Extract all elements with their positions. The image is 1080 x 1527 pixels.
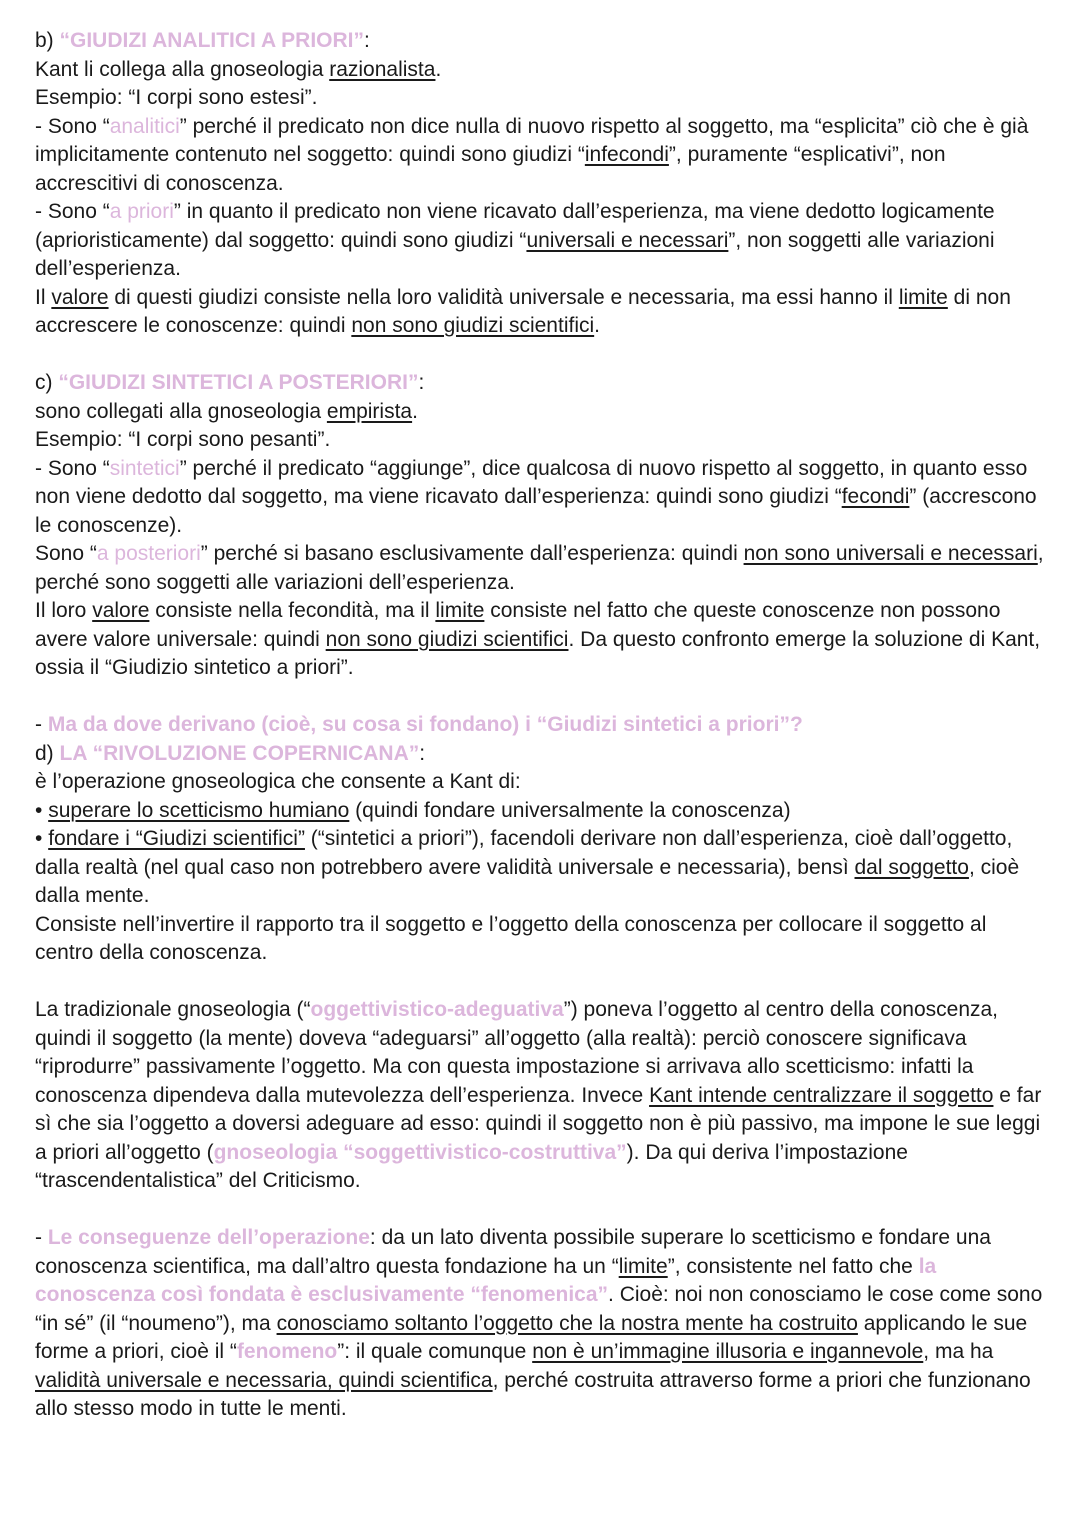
section-c-example: Esempio: “I corpi sono pesanti”. [35, 428, 331, 451]
gnoseology-paragraph: La tradizionale gnoseologia (“oggettivistico-adeguativa”) poneva l’oggetto al centro della conoscenza, quindi il soggetto (la mente) doveva “adeguarsi” all’oggetto (alla realtà): perciò conoscere significava “riprodurre” passivamente l’oggetto. Ma con questa impostazione si arrivava allo scetticismo: infatti la conoscenza dipendeva dalla mutevolezza dell’esperienza. Invece Kant intende centralizzare il soggetto e far sì che sia l’oggetto a doversi adeguare ad esso: quindi il soggetto non è più passivo, ma impone le sue leggi a priori all’oggetto (gnoseologia “soggettivistico-costruttiva”). Da qui deriva l’impostazione “trascendentalistica” del Criticismo. [35, 998, 1042, 1192]
bullet-item-2: • fondare i “Giudizi scientifici” (“sintetici a priori”), facendoli derivare non dall’esperienza, cioè dall’oggetto, dalla realtà (nel qual caso non potrebbero avere validità universale e necessaria), bensì dal soggetto, cioè dalla mente. [35, 827, 1020, 907]
consequences-paragraph: - Le conseguenze dell’operazione: da un lato diventa possibile superare lo scetticismo e fondare una conoscenza scientifica, ma dall’altro questa fondazione ha un “limite”, consistente nel fatto che la conoscenza così fondata è esclusivamente “fenomenica”. Cioè: noi non conosciamo le cose come sono “in sé” (il “noumeno”), ma conosciamo soltanto l’oggetto che la nostra mente ha costruito applicando le sue forme a priori, cioè il “fenomeno”: il quale comunque non è un’immagine illusoria e ingannevole, ma ha validità universale e necessaria, quindi scientifica, perché costruita attraverso forme a priori che funzionano allo stesso modo in tutte le menti. [35, 1226, 1043, 1420]
bullet-icon: • [35, 827, 49, 850]
section-b-para-1: - Sono “analitici” perché il predicato non dice nulla di nuovo rispetto al soggetto, ma “esplicita” ciò che è già implicitamente contenuto nel soggetto: quindi sono giudizi “infecondi”, puramente “esplicativi”, non accrescitivi di conoscenza. [35, 114, 1029, 195]
section-d-heading: d) LA “RIVOLUZIONE COPERNICANA”: [35, 741, 426, 765]
section-d-intro: è l’operazione gnoseologica che consente a Kant di: [35, 770, 521, 793]
spacer [35, 968, 1050, 997]
section-c-para-3: Il loro valore consiste nella fecondità, ma il limite consiste nel fatto che queste conoscenze non possono avere valore universale: quindi non sono giudizi scientifici. Da questo confronto emerge la soluzione di Kant, ossia il “Giudizio sintetico a priori”. [35, 599, 1041, 679]
section-d-title: LA “RIVOLUZIONE COPERNICANA” [59, 741, 420, 765]
section-c-title: “GIUDIZI SINTETICI A POSTERIORI” [58, 371, 419, 394]
spacer [35, 341, 1050, 370]
section-d [35, 711, 1050, 968]
section-b-para-3: Il valore di questi giudizi consiste nella loro validità universale e necessaria, ma essi hanno il limite di non accrescere le conoscenze: quindi non sono giudizi scientifici. [35, 285, 1011, 337]
section-c-heading: c) “GIUDIZI SINTETICI A POSTERIORI”: [35, 371, 425, 394]
section-c-para-2: Sono “a posteriori” perché si basano esclusivamente dall’esperienza: quindi non sono universali e necessari, perché sono soggetti alle variazioni dell’esperienza. [35, 542, 1044, 594]
spacer [35, 1196, 1050, 1225]
bullet-icon: • [35, 798, 49, 822]
section-gnoseology [35, 996, 1050, 1196]
section-b-title: “GIUDIZI ANALITICI A PRIORI” [59, 29, 365, 52]
spacer [35, 683, 1050, 712]
section-consequences [35, 1224, 1050, 1424]
section-b-para-2: - Sono “a priori” in quanto il predicato non viene ricavato dall’esperienza, ma viene dedotto logicamente (aprioristicamente) dal soggetto: quindi sono giudizi “universali e necessari”, non soggetti alle variazioni dell’esperienza. [35, 200, 995, 280]
section-c [35, 369, 1050, 683]
section-b-intro: Kant li collega alla gnoseologia razionalista. [35, 57, 442, 81]
section-d-para-1: Consiste nell’invertire il rapporto tra il soggetto e l’oggetto della conoscenza per collocare il soggetto al centro della conoscenza. [35, 912, 987, 964]
section-c-para-1: - Sono “sintetici” perché il predicato “aggiunge”, dice qualcosa di nuovo rispetto al soggetto, in quanto esso non viene dedotto dal soggetto, ma viene ricavato dall’esperienza: quindi sono giudizi “fecondi” (accrescono le conoscenze). [35, 456, 1037, 537]
section-b-heading: b) “GIUDIZI ANALITICI A PRIORI”: [35, 29, 370, 52]
section-c-intro: sono collegati alla gnoseologia empirista. [35, 399, 418, 423]
section-b [35, 27, 1050, 341]
section-b-example: Esempio: “I corpi sono estesi”. [35, 86, 318, 109]
bullet-item-1: • superare lo scetticismo humiano (quindi fondare universalmente la conoscenza) [35, 798, 791, 822]
section-d-question: - Ma da dove derivano (cioè, su cosa si fondano) i “Giudizi sintetici a priori”? [35, 713, 803, 736]
